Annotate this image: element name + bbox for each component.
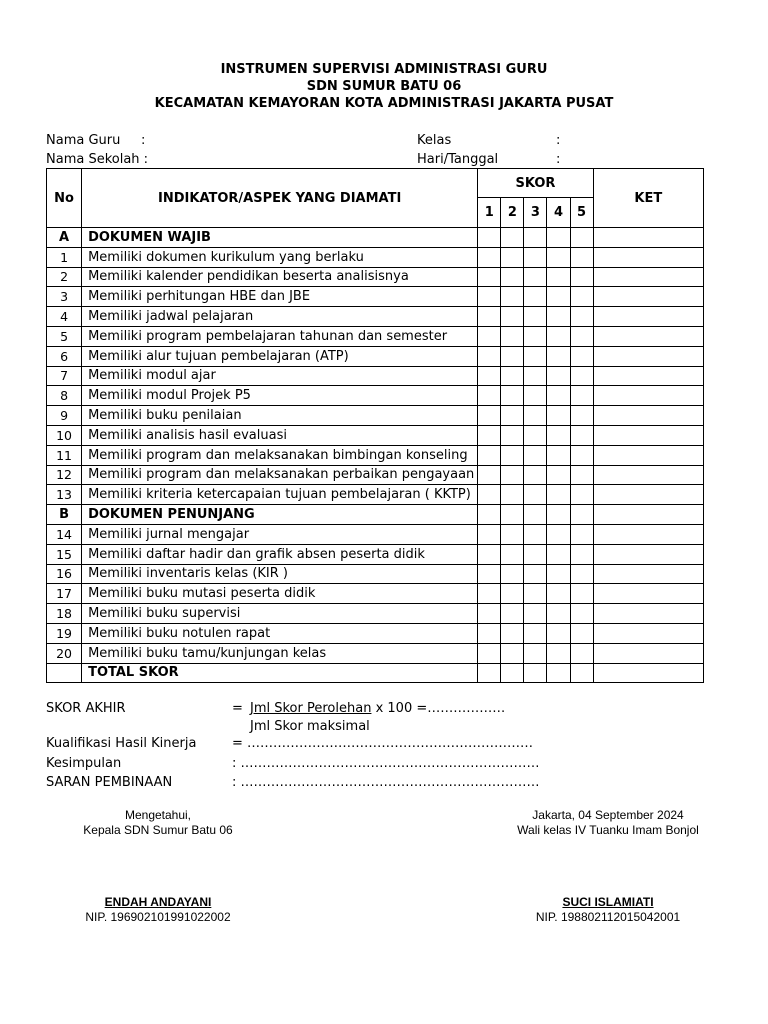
section-row-a	[47, 228, 704, 248]
row-indicator: Memiliki inventaris kelas (KIR )	[82, 564, 478, 584]
score-cell-4	[547, 544, 570, 564]
row-number: 6	[47, 346, 82, 366]
ket-cell	[593, 505, 703, 525]
signature-left-nip: NIP. 196902101991022002	[85, 910, 231, 924]
score-cell-5	[570, 287, 593, 307]
hari-tanggal-colon: :	[556, 152, 561, 167]
score-cell-1	[478, 307, 501, 327]
row-number: 7	[47, 366, 82, 386]
section-row-b	[47, 505, 704, 525]
score-cell-3	[524, 524, 547, 544]
score-cell-1	[478, 544, 501, 564]
ket-cell	[593, 465, 703, 485]
title-line-3: KECAMATAN KEMAYORAN KOTA ADMINISTRASI JAKARTA PUSAT	[154, 96, 614, 111]
header-score-2: 2	[501, 198, 524, 228]
supervision-table	[46, 168, 704, 683]
header-skor: SKOR	[478, 169, 593, 198]
row-number: 12	[47, 465, 82, 485]
row-indicator: Memiliki daftar hadir dan grafik absen peserta didik	[82, 544, 478, 564]
score-cell-4	[547, 228, 570, 248]
score-cell-3	[524, 604, 547, 624]
row-number: 18	[47, 604, 82, 624]
row-number: 3	[47, 287, 82, 307]
score-cell-4	[547, 366, 570, 386]
score-cell-1	[478, 406, 501, 426]
ket-cell	[593, 485, 703, 505]
ket-cell	[593, 544, 703, 564]
score-cell-2	[501, 524, 524, 544]
score-cell-2	[501, 307, 524, 327]
score-cell-3	[524, 643, 547, 663]
ket-cell	[593, 366, 703, 386]
score-cell-3	[524, 544, 547, 564]
score-cell-2	[501, 445, 524, 465]
score-cell-5	[570, 326, 593, 346]
formula-numerator: Jml Skor Perolehan	[250, 701, 372, 716]
row-indicator: Memiliki buku tamu/kunjungan kelas	[82, 643, 478, 663]
score-cell-2	[501, 544, 524, 564]
score-cell-4	[547, 287, 570, 307]
ket-cell	[593, 386, 703, 406]
score-cell-4	[547, 386, 570, 406]
score-cell-4	[547, 604, 570, 624]
score-cell-1	[478, 228, 501, 248]
score-cell-1	[478, 247, 501, 267]
row-number: 16	[47, 564, 82, 584]
skor-akhir-label: SKOR AKHIR	[46, 701, 126, 716]
signature-right-line1: Jakarta, 04 September 2024	[532, 808, 684, 822]
score-cell-1	[478, 524, 501, 544]
hari-tanggal-label: Hari/Tanggal	[417, 152, 499, 167]
score-cell-4	[547, 465, 570, 485]
score-cell-3	[524, 366, 547, 386]
row-indicator: Memiliki kalender pendidikan beserta analisisnya	[82, 267, 478, 287]
kualifikasi-label: Kualifikasi Hasil Kinerja	[46, 736, 197, 751]
score-cell-2	[501, 425, 524, 445]
score-cell-2	[501, 267, 524, 287]
row-indicator: Memiliki buku mutasi peserta didik	[82, 584, 478, 604]
row-indicator: Memiliki program pembelajaran tahunan dan semester	[82, 326, 478, 346]
score-cell-3	[524, 326, 547, 346]
saran-value: : ……………………………………………………………	[232, 775, 540, 790]
score-cell-4	[547, 326, 570, 346]
score-cell-3	[524, 505, 547, 525]
row-number: 10	[47, 425, 82, 445]
score-cell-4	[547, 663, 570, 683]
score-cell-2	[501, 366, 524, 386]
row-number: 13	[47, 485, 82, 505]
header-score-5: 5	[570, 198, 593, 228]
table-row	[47, 524, 704, 544]
header-indikator: INDIKATOR/ASPEK YANG DIAMATI	[82, 169, 478, 228]
table-row	[47, 623, 704, 643]
row-number: 1	[47, 247, 82, 267]
score-cell-1	[478, 386, 501, 406]
signature-left	[58, 808, 258, 925]
score-cell-5	[570, 544, 593, 564]
score-cell-1	[478, 505, 501, 525]
signature-right-nip: NIP. 198802112015042001	[535, 910, 681, 924]
ket-cell	[593, 326, 703, 346]
score-cell-4	[547, 643, 570, 663]
score-cell-5	[570, 564, 593, 584]
score-cell-5	[570, 465, 593, 485]
score-cell-3	[524, 663, 547, 683]
score-cell-1	[478, 623, 501, 643]
score-cell-3	[524, 465, 547, 485]
score-cell-3	[524, 564, 547, 584]
ket-cell	[593, 267, 703, 287]
row-indicator: Memiliki modul ajar	[82, 366, 478, 386]
score-cell-3	[524, 307, 547, 327]
row-number: 9	[47, 406, 82, 426]
table-row	[47, 465, 704, 485]
table-row	[47, 445, 704, 465]
ket-cell	[593, 564, 703, 584]
score-cell-3	[524, 445, 547, 465]
score-cell-2	[501, 465, 524, 485]
score-cell-1	[478, 366, 501, 386]
score-cell-4	[547, 307, 570, 327]
score-cell-3	[524, 267, 547, 287]
ket-cell	[593, 584, 703, 604]
score-cell-5	[570, 228, 593, 248]
document-title	[0, 61, 768, 112]
table-row	[47, 326, 704, 346]
score-cell-4	[547, 564, 570, 584]
table-row	[47, 425, 704, 445]
score-cell-3	[524, 386, 547, 406]
score-cell-3	[524, 346, 547, 366]
score-cell-3	[524, 584, 547, 604]
ket-cell	[593, 287, 703, 307]
row-indicator: DOKUMEN WAJIB	[82, 228, 478, 248]
signature-left-line2: Kepala SDN Sumur Batu 06	[83, 823, 233, 837]
score-cell-5	[570, 643, 593, 663]
ket-cell	[593, 643, 703, 663]
score-cell-3	[524, 485, 547, 505]
kelas-colon: :	[556, 133, 561, 148]
score-cell-2	[501, 623, 524, 643]
score-cell-5	[570, 425, 593, 445]
score-cell-2	[501, 584, 524, 604]
row-number: 8	[47, 386, 82, 406]
score-cell-4	[547, 425, 570, 445]
score-cell-2	[501, 406, 524, 426]
ket-cell	[593, 307, 703, 327]
row-indicator: Memiliki jadwal pelajaran	[82, 307, 478, 327]
total-row	[47, 663, 704, 683]
table-row	[47, 307, 704, 327]
score-cell-5	[570, 604, 593, 624]
table-row	[47, 584, 704, 604]
score-cell-4	[547, 346, 570, 366]
skor-akhir-eq: =	[232, 701, 243, 716]
score-cell-4	[547, 584, 570, 604]
score-cell-1	[478, 604, 501, 624]
table-row	[47, 544, 704, 564]
score-cell-5	[570, 485, 593, 505]
score-cell-2	[501, 643, 524, 663]
score-cell-4	[547, 406, 570, 426]
ket-cell	[593, 524, 703, 544]
ket-cell	[593, 228, 703, 248]
score-cell-5	[570, 307, 593, 327]
header-no: No	[47, 169, 82, 228]
row-indicator: Memiliki perhitungan HBE dan JBE	[82, 287, 478, 307]
row-number: 20	[47, 643, 82, 663]
nama-guru-label: Nama Guru :	[46, 133, 146, 148]
table-row	[47, 366, 704, 386]
signature-right	[498, 808, 718, 925]
score-cell-2	[501, 604, 524, 624]
score-cell-1	[478, 485, 501, 505]
row-number: 14	[47, 524, 82, 544]
row-indicator: Memiliki analisis hasil evaluasi	[82, 425, 478, 445]
score-cell-1	[478, 326, 501, 346]
ket-cell	[593, 604, 703, 624]
signature-right-name: SUCI ISLAMIATI	[562, 895, 654, 909]
score-cell-2	[501, 228, 524, 248]
ket-cell	[593, 663, 703, 683]
score-cell-1	[478, 425, 501, 445]
score-cell-4	[547, 623, 570, 643]
row-indicator: Memiliki jurnal mengajar	[82, 524, 478, 544]
row-indicator: DOKUMEN PENUNJANG	[82, 505, 478, 525]
kesimpulan-label: Kesimpulan	[46, 756, 122, 771]
score-cell-5	[570, 445, 593, 465]
row-number: 19	[47, 623, 82, 643]
kesimpulan-value: : ……………………………………………………………	[232, 756, 540, 771]
score-cell-5	[570, 505, 593, 525]
header-score-1: 1	[478, 198, 501, 228]
score-cell-4	[547, 505, 570, 525]
score-cell-2	[501, 485, 524, 505]
header-ket: KET	[593, 169, 703, 228]
score-cell-2	[501, 247, 524, 267]
row-indicator: Memiliki dokumen kurikulum yang berlaku	[82, 247, 478, 267]
ket-cell	[593, 623, 703, 643]
row-indicator: Memiliki alur tujuan pembelajaran (ATP)	[82, 346, 478, 366]
score-cell-3	[524, 406, 547, 426]
title-line-1: INSTRUMEN SUPERVISI ADMINISTRASI GURU	[220, 62, 548, 77]
row-number	[47, 663, 82, 683]
row-indicator: Memiliki modul Projek P5	[82, 386, 478, 406]
table-row	[47, 604, 704, 624]
score-cell-1	[478, 346, 501, 366]
row-number: 2	[47, 267, 82, 287]
table-row	[47, 564, 704, 584]
score-cell-5	[570, 524, 593, 544]
table-row	[47, 406, 704, 426]
score-cell-2	[501, 326, 524, 346]
score-cell-1	[478, 287, 501, 307]
row-number: 5	[47, 326, 82, 346]
score-cell-3	[524, 287, 547, 307]
score-cell-3	[524, 228, 547, 248]
score-cell-1	[478, 267, 501, 287]
score-cell-1	[478, 643, 501, 663]
row-indicator: Memiliki buku notulen rapat	[82, 623, 478, 643]
score-cell-2	[501, 564, 524, 584]
kelas-label: Kelas	[417, 133, 452, 148]
score-cell-1	[478, 445, 501, 465]
row-indicator: Memiliki program dan melaksanakan bimbingan konseling	[82, 445, 478, 465]
row-indicator: Memiliki kriteria ketercapaian tujuan pembelajaran ( KKTP)	[82, 485, 478, 505]
score-cell-2	[501, 346, 524, 366]
row-indicator: Memiliki buku penilaian	[82, 406, 478, 426]
score-cell-2	[501, 663, 524, 683]
score-cell-5	[570, 386, 593, 406]
score-cell-5	[570, 623, 593, 643]
row-number: B	[47, 505, 82, 525]
table-row	[47, 485, 704, 505]
score-cell-4	[547, 267, 570, 287]
signature-left-name: ENDAH ANDAYANI	[104, 895, 212, 909]
score-cell-5	[570, 366, 593, 386]
score-cell-5	[570, 267, 593, 287]
score-cell-1	[478, 465, 501, 485]
score-cell-3	[524, 623, 547, 643]
score-cell-5	[570, 346, 593, 366]
header-score-4: 4	[547, 198, 570, 228]
ket-cell	[593, 346, 703, 366]
score-cell-2	[501, 505, 524, 525]
nama-sekolah-label: Nama Sekolah :	[46, 152, 149, 167]
score-cell-4	[547, 247, 570, 267]
score-cell-1	[478, 564, 501, 584]
ket-cell	[593, 406, 703, 426]
score-cell-5	[570, 584, 593, 604]
ket-cell	[593, 247, 703, 267]
score-cell-5	[570, 247, 593, 267]
table-row	[47, 247, 704, 267]
score-cell-5	[570, 406, 593, 426]
score-cell-5	[570, 663, 593, 683]
row-number: 15	[47, 544, 82, 564]
table-row	[47, 287, 704, 307]
table-row	[47, 643, 704, 663]
row-number: 17	[47, 584, 82, 604]
skor-formula	[250, 700, 505, 717]
score-cell-3	[524, 247, 547, 267]
signature-left-line1: Mengetahui,	[124, 808, 192, 822]
score-cell-3	[524, 425, 547, 445]
formula-rest: x 100 =………………	[371, 701, 506, 716]
row-indicator: Memiliki buku supervisi	[82, 604, 478, 624]
score-cell-4	[547, 524, 570, 544]
row-number: 4	[47, 307, 82, 327]
score-cell-2	[501, 287, 524, 307]
kualifikasi-value: = …………………………………………………………	[232, 736, 534, 751]
saran-label: SARAN PEMBINAAN	[46, 775, 173, 790]
header-score-3: 3	[524, 198, 547, 228]
score-cell-1	[478, 584, 501, 604]
score-cell-4	[547, 485, 570, 505]
title-line-2: SDN SUMUR BATU 06	[306, 79, 462, 94]
signature-right-line2: Wali kelas IV Tuanku Imam Bonjol	[517, 823, 699, 837]
row-number: 11	[47, 445, 82, 465]
table-row	[47, 386, 704, 406]
table-body	[47, 228, 704, 683]
score-cell-4	[547, 445, 570, 465]
row-indicator: Memiliki program dan melaksanakan perbaikan pengayaan	[82, 465, 478, 485]
ket-cell	[593, 425, 703, 445]
score-cell-2	[501, 386, 524, 406]
row-indicator: TOTAL SKOR	[82, 663, 478, 683]
score-cell-1	[478, 663, 501, 683]
formula-denominator: Jml Skor maksimal	[250, 719, 370, 734]
ket-cell	[593, 445, 703, 465]
table-row	[47, 267, 704, 287]
table-row	[47, 346, 704, 366]
row-number: A	[47, 228, 82, 248]
